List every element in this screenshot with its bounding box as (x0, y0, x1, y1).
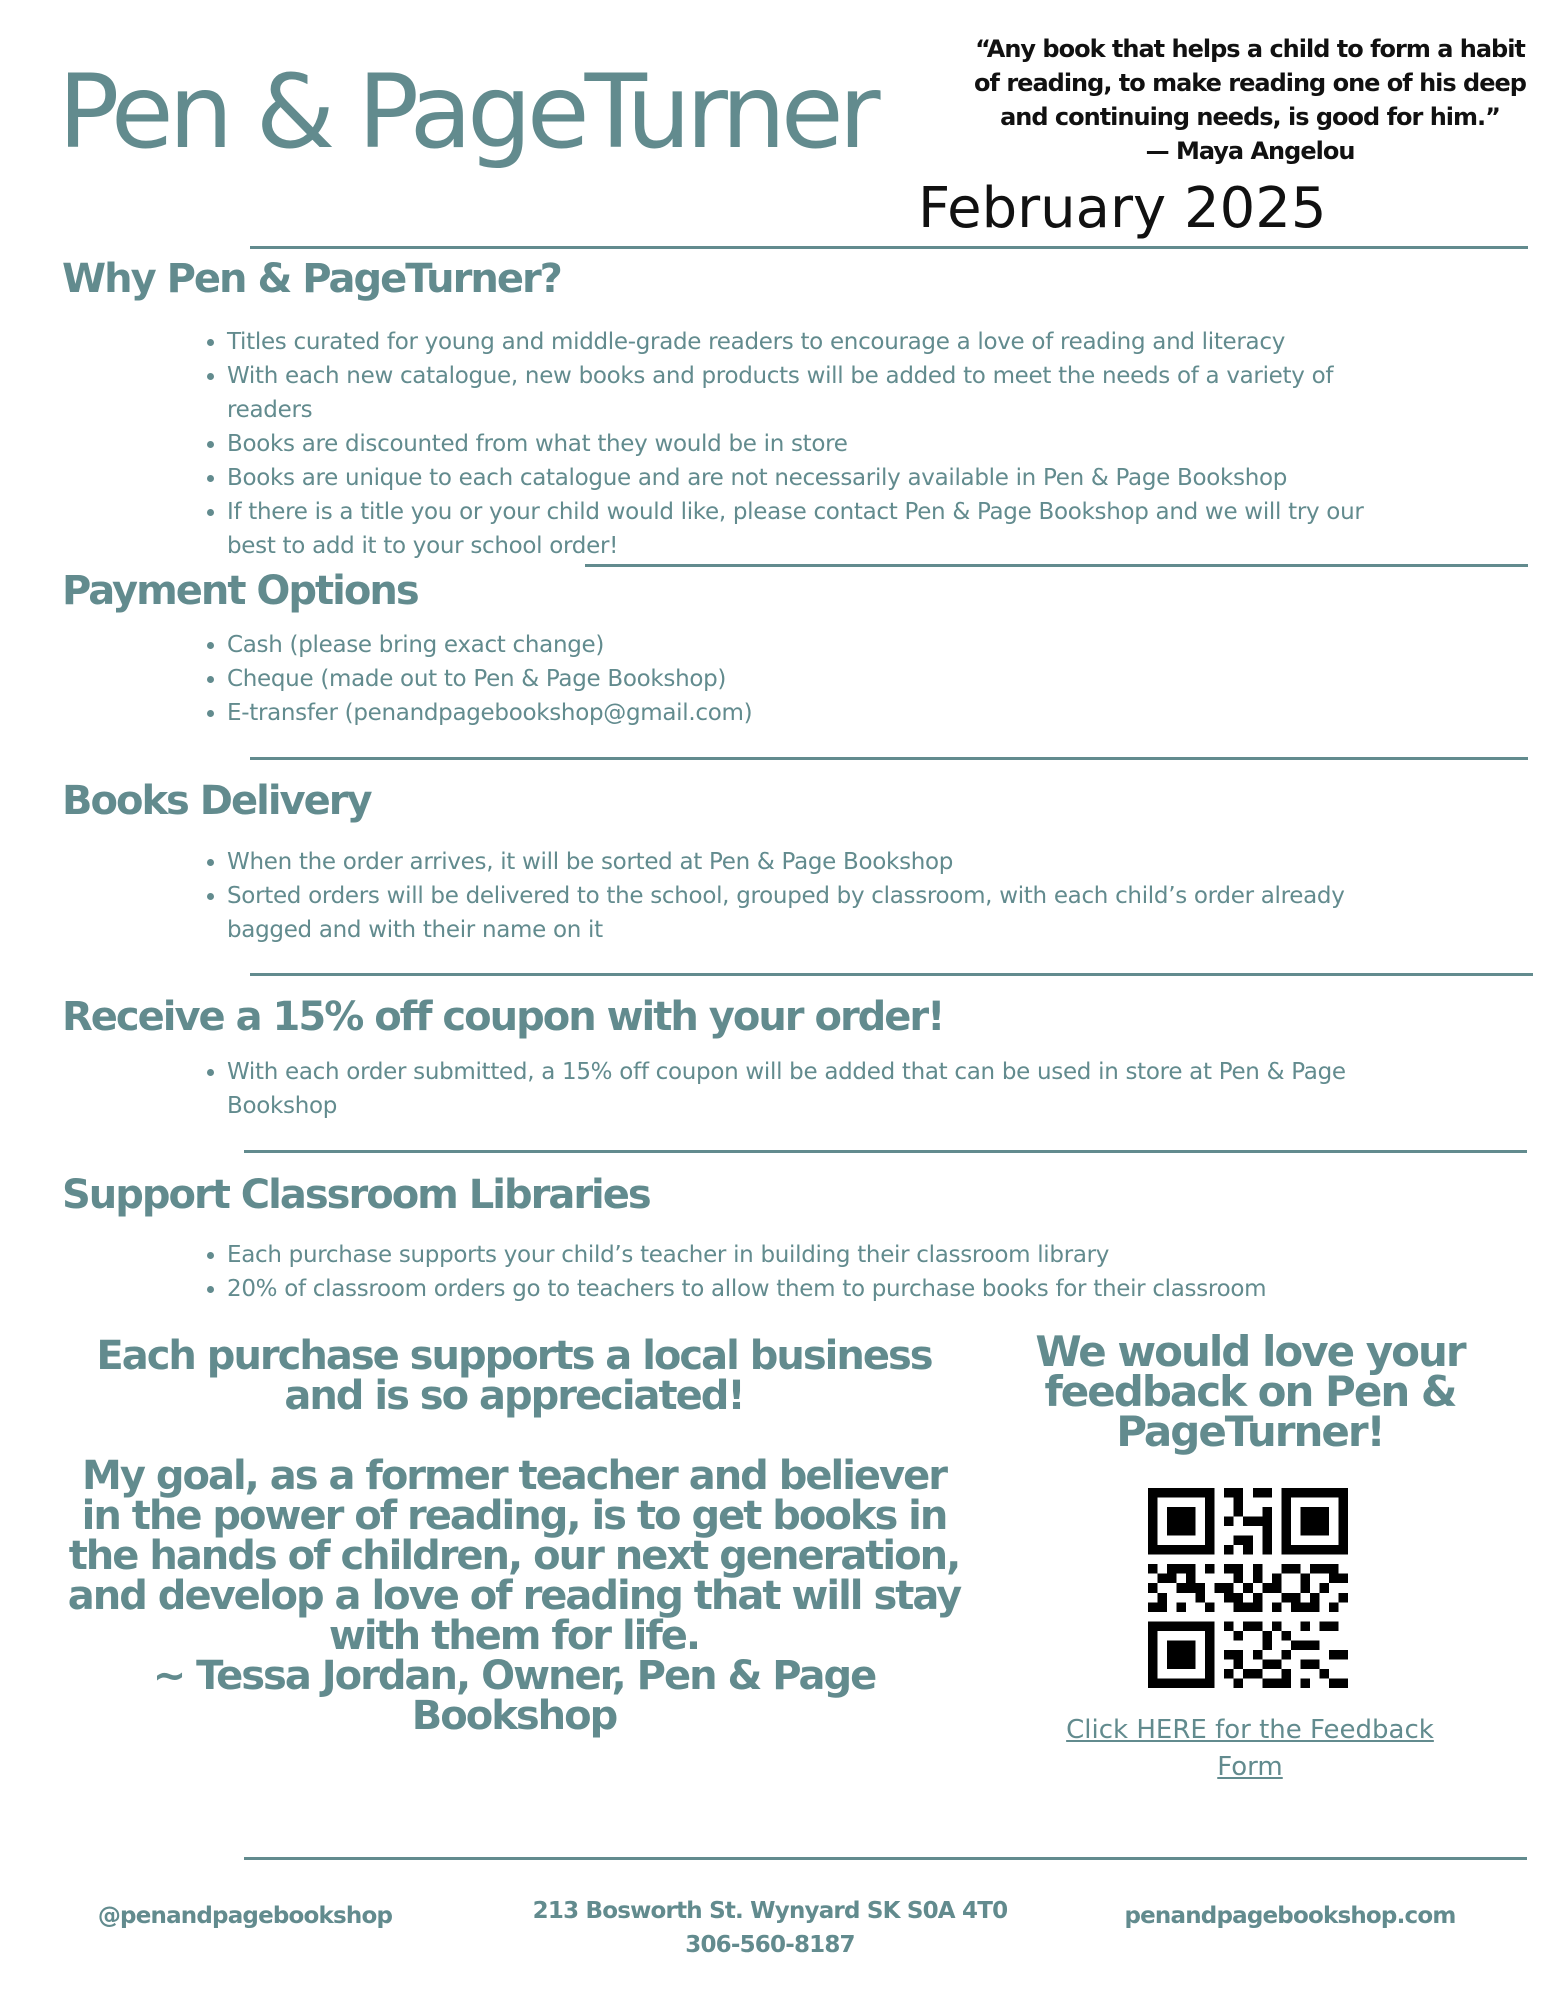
list-item: • If there is a title you or your child would like, please contact Pen & Page Bookshop and we will try our best to add it to your school order! (227, 495, 1367, 563)
quote-author: — Maya Angelou (1145, 137, 1355, 165)
libraries-list (197, 1238, 1367, 1306)
section-title-payment: Payment Options (62, 568, 418, 614)
why-list (197, 325, 1367, 563)
issue-date: February 2025 (918, 176, 1327, 241)
list-item: • Books are unique to each catalogue and are not necessarily available in Pen & Page Bookshop (227, 461, 1367, 495)
promo-owner-goal: My goal, as a former teacher and believer in the power of reading, is to get books in the hands of children, our next generation, and develop a love of reading that will stay with them for life. (67, 1453, 961, 1659)
list-item: • E-transfer (penandpagebookshop@gmail.com) (227, 696, 1367, 730)
feedback-form-link[interactable]: Click HERE for the Feedback Form (1066, 1715, 1434, 1782)
header-quote (930, 32, 1545, 168)
section-title-why: Why Pen & PageTurner? (62, 256, 561, 302)
list-item: • Cash (please bring exact change) (227, 628, 1367, 662)
quote-text: “Any book that helps a child to form a habit of reading, to make reading one of his deep and continuing needs, is good for him.” (974, 35, 1526, 131)
footer-website[interactable]: penandpagebookshop.com (1124, 1903, 1456, 1929)
section-title-coupon: Receive a 15% off coupon with your order! (62, 994, 944, 1040)
delivery-list (197, 845, 1367, 947)
masthead-title: Pen & PageTurner (58, 53, 876, 172)
footer-social-handle[interactable]: @penandpagebookshop (97, 1903, 393, 1929)
divider (250, 757, 1528, 760)
list-item: • Books are discounted from what they would be in store (227, 427, 1367, 461)
list-item: • When the order arrives, it will be sorted at Pen & Page Bookshop (227, 845, 1367, 879)
list-item: • Sorted orders will be delivered to the school, grouped by classroom, with each child’s order already bagged and with their name on it (227, 879, 1367, 947)
divider (244, 1857, 1527, 1860)
promo-signature: ~ Tessa Jordan, Owner, Pen & Page Bookshop (152, 1653, 876, 1739)
list-item: • 20% of classroom orders go to teachers to allow them to purchase books for their classroom (227, 1272, 1367, 1306)
list-item: • With each new catalogue, new books and products will be added to meet the needs of a variety of readers (227, 359, 1367, 427)
list-item: • With each order submitted, a 15% off coupon will be added that can be used in store at Pen & Page Bookshop (227, 1055, 1367, 1123)
divider (250, 246, 1528, 249)
divider (250, 973, 1533, 976)
coupon-list (197, 1055, 1367, 1123)
promo-local-business: Each purchase supports a local business and is so appreciated! (96, 1333, 932, 1419)
divider (244, 1150, 1527, 1153)
list-item: • Titles curated for young and middle-grade readers to encourage a love of reading and literacy (227, 325, 1367, 359)
list-item: • Cheque (made out to Pen & Page Bookshop) (227, 662, 1367, 696)
section-title-delivery: Books Delivery (62, 778, 371, 824)
divider (585, 564, 1528, 567)
footer-phone: 306-560-8187 (685, 1932, 855, 1958)
footer-address: 213 Bosworth St. Wynyard SK S0A 4T0 (532, 1898, 1008, 1924)
list-item: • Each purchase supports your child’s teacher in building their classroom library (227, 1238, 1367, 1272)
qr-code-icon[interactable] (1148, 1488, 1348, 1688)
feedback-title: We would love your feedback on Pen & PageTurner! (1035, 1327, 1465, 1456)
payment-list (197, 628, 1367, 730)
footer-address-block (520, 1894, 1020, 1962)
section-title-libraries: Support Classroom Libraries (62, 1172, 650, 1218)
